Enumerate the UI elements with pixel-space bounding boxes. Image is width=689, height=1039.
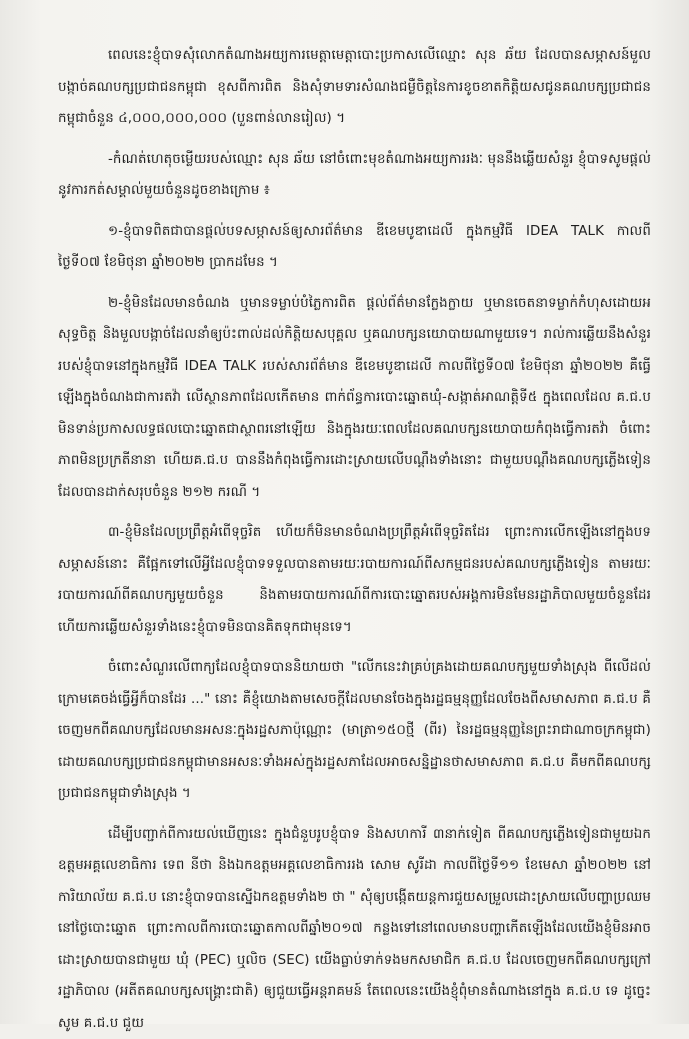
- paragraph-point-1: ១-ខ្ញុំបាទពិតជាបានផ្តល់បទសម្ភាសន៍ឲ្យសារព័ត៌មាន ឌីខេមបូឌាដេលី ក្នុងកម្មវិធី IDEA TALK កាលពីថ្ងៃទី០៧ ខែមិថុនា ឆ្នាំ២០២២ ប្រាកដមែន ។: [58, 216, 651, 279]
- paragraph-point-3: ៣-ខ្ញុំមិនដែលប្រព្រឹត្តអំពើទុច្ចរិត ហើយក៏មិនមានចំណងប្រព្រឹត្តអំពើទុច្ចរិតដែរ ព្រោះការលើកឡើងនៅក្នុងបទសម្ភាសន៍នោះ គឺផ្អែកទៅលើអ្វីដែលខ្ញុំបាទទទួលបានតាមរយៈរបាយការណ៍ពីសកម្មជនរបស់គណបក្សភ្លើងទៀន តាមរយៈរបាយការណ៍ពីគណបក្សមួយចំនួន និងតាមរបាយការណ៍ពីការបោះឆ្នោតរបស់អង្គការមិនមែនរដ្ឋាភិបាលមួយចំនួនដែរ ហើយការឆ្លើយសំនួរទាំងនេះខ្ញុំបាទមិនបានគិតទុកជាមុនទេ។: [58, 517, 651, 643]
- paragraph-point-2: ២-ខ្ញុំមិនដែលមានចំណង ឬមានទម្លាប់បំភ្លៃការពិត ផ្តល់ព័ត៌មានក្លែងក្លាយ ឬមានចេតនាទម្លាក់កំហុសដោយអសុទ្ធចិត្ត និងមួលបង្កាច់ដែលនាំឲ្យប៉ះពាល់ដល់កិត្តិយសបុគ្គល ឬគណបក្សនយោបាយណាមួយទេ។ រាល់ការឆ្លើយនឹងសំនួររបស់ខ្ញុំបាទនៅក្នុងកម្មវិធី IDEA TALK របស់សារព័ត៌មាន ឌីខេមបូឌាដេលី កាលពីថ្ងៃទី០៧ ខែមិថុនា ឆ្នាំ២០២២ គឺធ្វើឡើងក្នុងចំណងជាការតវ៉ា លើស្ថានភាពដែលកើតមាន ពាក់ព័ន្ធការបោះឆ្នោតឃុំ-សង្កាត់អាណត្តិទី៥ ក្នុងពេលដែល គ.ជ.ប មិនទាន់ប្រកាសលទ្ធផលបោះឆ្នោតជាស្ថាពរនៅឡើយ និងក្នុងរយៈពេលដែលគណបក្សនយោបាយកំពុងធ្វើការតវ៉ា ចំពោះភាពមិនប្រក្រតីនានា ហើយគ.ជ.ប បាននឹងកំពុងធ្វើការដោះស្រាយលើបណ្តឹងទាំងនោះ ជាមួយបណ្តឹងគណបក្សភ្លើងទៀន ដែលបានដាក់សរុបចំនួន ២១២ ករណី ។: [58, 288, 651, 509]
- paragraph-meeting-account: ដើម្បីបញ្ជាក់ពីការយល់ឃើញនេះ ក្នុងជំនួបរូបខ្ញុំបាទ និងសហការី ៣នាក់ទៀត ពីគណបក្សភ្លើងទៀនជាមួយឯកឧត្តមអគ្គលេខាធិការ ទេព នីថា និងឯកឧត្តមអគ្គលេខាធិការរង សោម សូរីដា កាលពីថ្ងៃទី១១ ខែមេសា ឆ្នាំ២០២២ នៅការិយាល័យ គ.ជ.ប នោះខ្ញុំបាទបានស្នើឯកឧត្តមទាំង២ ថា " សុំឲ្យបង្កើតយន្តការជួយសម្រួលដោះស្រាយលើបញ្ហាប្រឈមនៅថ្ងៃបោះឆ្នោត ព្រោះកាលពីការបោះឆ្នោតកាលពីឆ្នាំ២០១៧ កន្លងទៅនៅពេលមានបញ្ហាកើតឡើងដែលយើងខ្ញុំមិនអាចដោះស្រាយបានជាមួយ ឃុំ (PEC) ឬលិច (SEC) យើងធ្លាប់ទាក់ទងមកសមាជិក គ.ជ.ប ដែលចេញមកពីគណបក្សក្រៅរដ្ឋាភិបាល (អតីតគណបក្សសង្គ្រោះជាតិ) ឲ្យជួយធ្វើអន្តរាគមន៍ តែពេលនេះយើងខ្ញុំពុំមានតំណាងនៅក្នុង គ.ជ.ប ទេ ដូច្នេះសូម គ.ជ.ប ជួយ: [58, 819, 651, 1039]
- paragraph-record-of-answers: -កំណត់ហេតុចម្លើយរបស់ឈ្មោះ សុន ឆ័យ នៅចំពោះមុខតំណាងអយ្យការរងៈ មុននឹងឆ្លើយសំនួរ ខ្ញុំបាទសូមផ្តល់នូវការកត់សម្គាល់មួយចំនួនដូចខាងក្រោម ៖: [58, 144, 651, 207]
- paragraph-quote-explanation: ចំពោះសំណួរលើពាក្យដែលខ្ញុំបាទបាននិយាយថា "លើកនេះវាគ្រប់គ្រងដោយគណបក្សមួយទាំងស្រុង ពីលើដល់ក្រោមគេចង់ធ្វើអ្វីក៏បានដែរ ..." នោះ គឺខ្ញុំយោងតាមសេចក្តីដែលមានចែងក្នុងរដ្ឋធម្មនុញ្ញដែលចែងពីសមាសភាព គ.ជ.ប គឺចេញមកពីគណបក្សដែលមានអសនៈក្នុងរដ្ឋសភាប៉ុណ្ណោះ (មាត្រា១៥០ថ្មី (ពីរ) នៃរដ្ឋធម្មនុញ្ញនៃព្រះរាជាណាចក្រកម្ពុជា) ដោយគណបក្សប្រជាជនកម្ពុជាមានអសនៈទាំងអស់ក្នុងរដ្ឋសភាដែលអាចសន្និដ្ឋានថាសមាសភាព គ.ជ.ប គឺមកពីគណបក្សប្រជាជនកម្ពុជាទាំងស្រុង ។: [58, 652, 651, 810]
- paragraph-request-ruling: ពេលនេះខ្ញុំបាទសុំលោកតំណាងអយ្យការមេត្តាមេត្តាបោះប្រកាសលើឈ្មោះ សុន ឆ័យ ដែលបានសម្ភាសន៍មួលបង្កាច់គណបក្សប្រជាជនកម្ពុជា ខុសពីការពិត និងសុំទាមទារសំណងជម្ងឺចិត្តនៃការខូចខាតកិត្តិយសជូនគណបក្សប្រជាជនកម្ពុជាចំនួន ៤,០០០,០០០,០០០ (បួនពាន់លានរៀល) ។: [58, 40, 651, 135]
